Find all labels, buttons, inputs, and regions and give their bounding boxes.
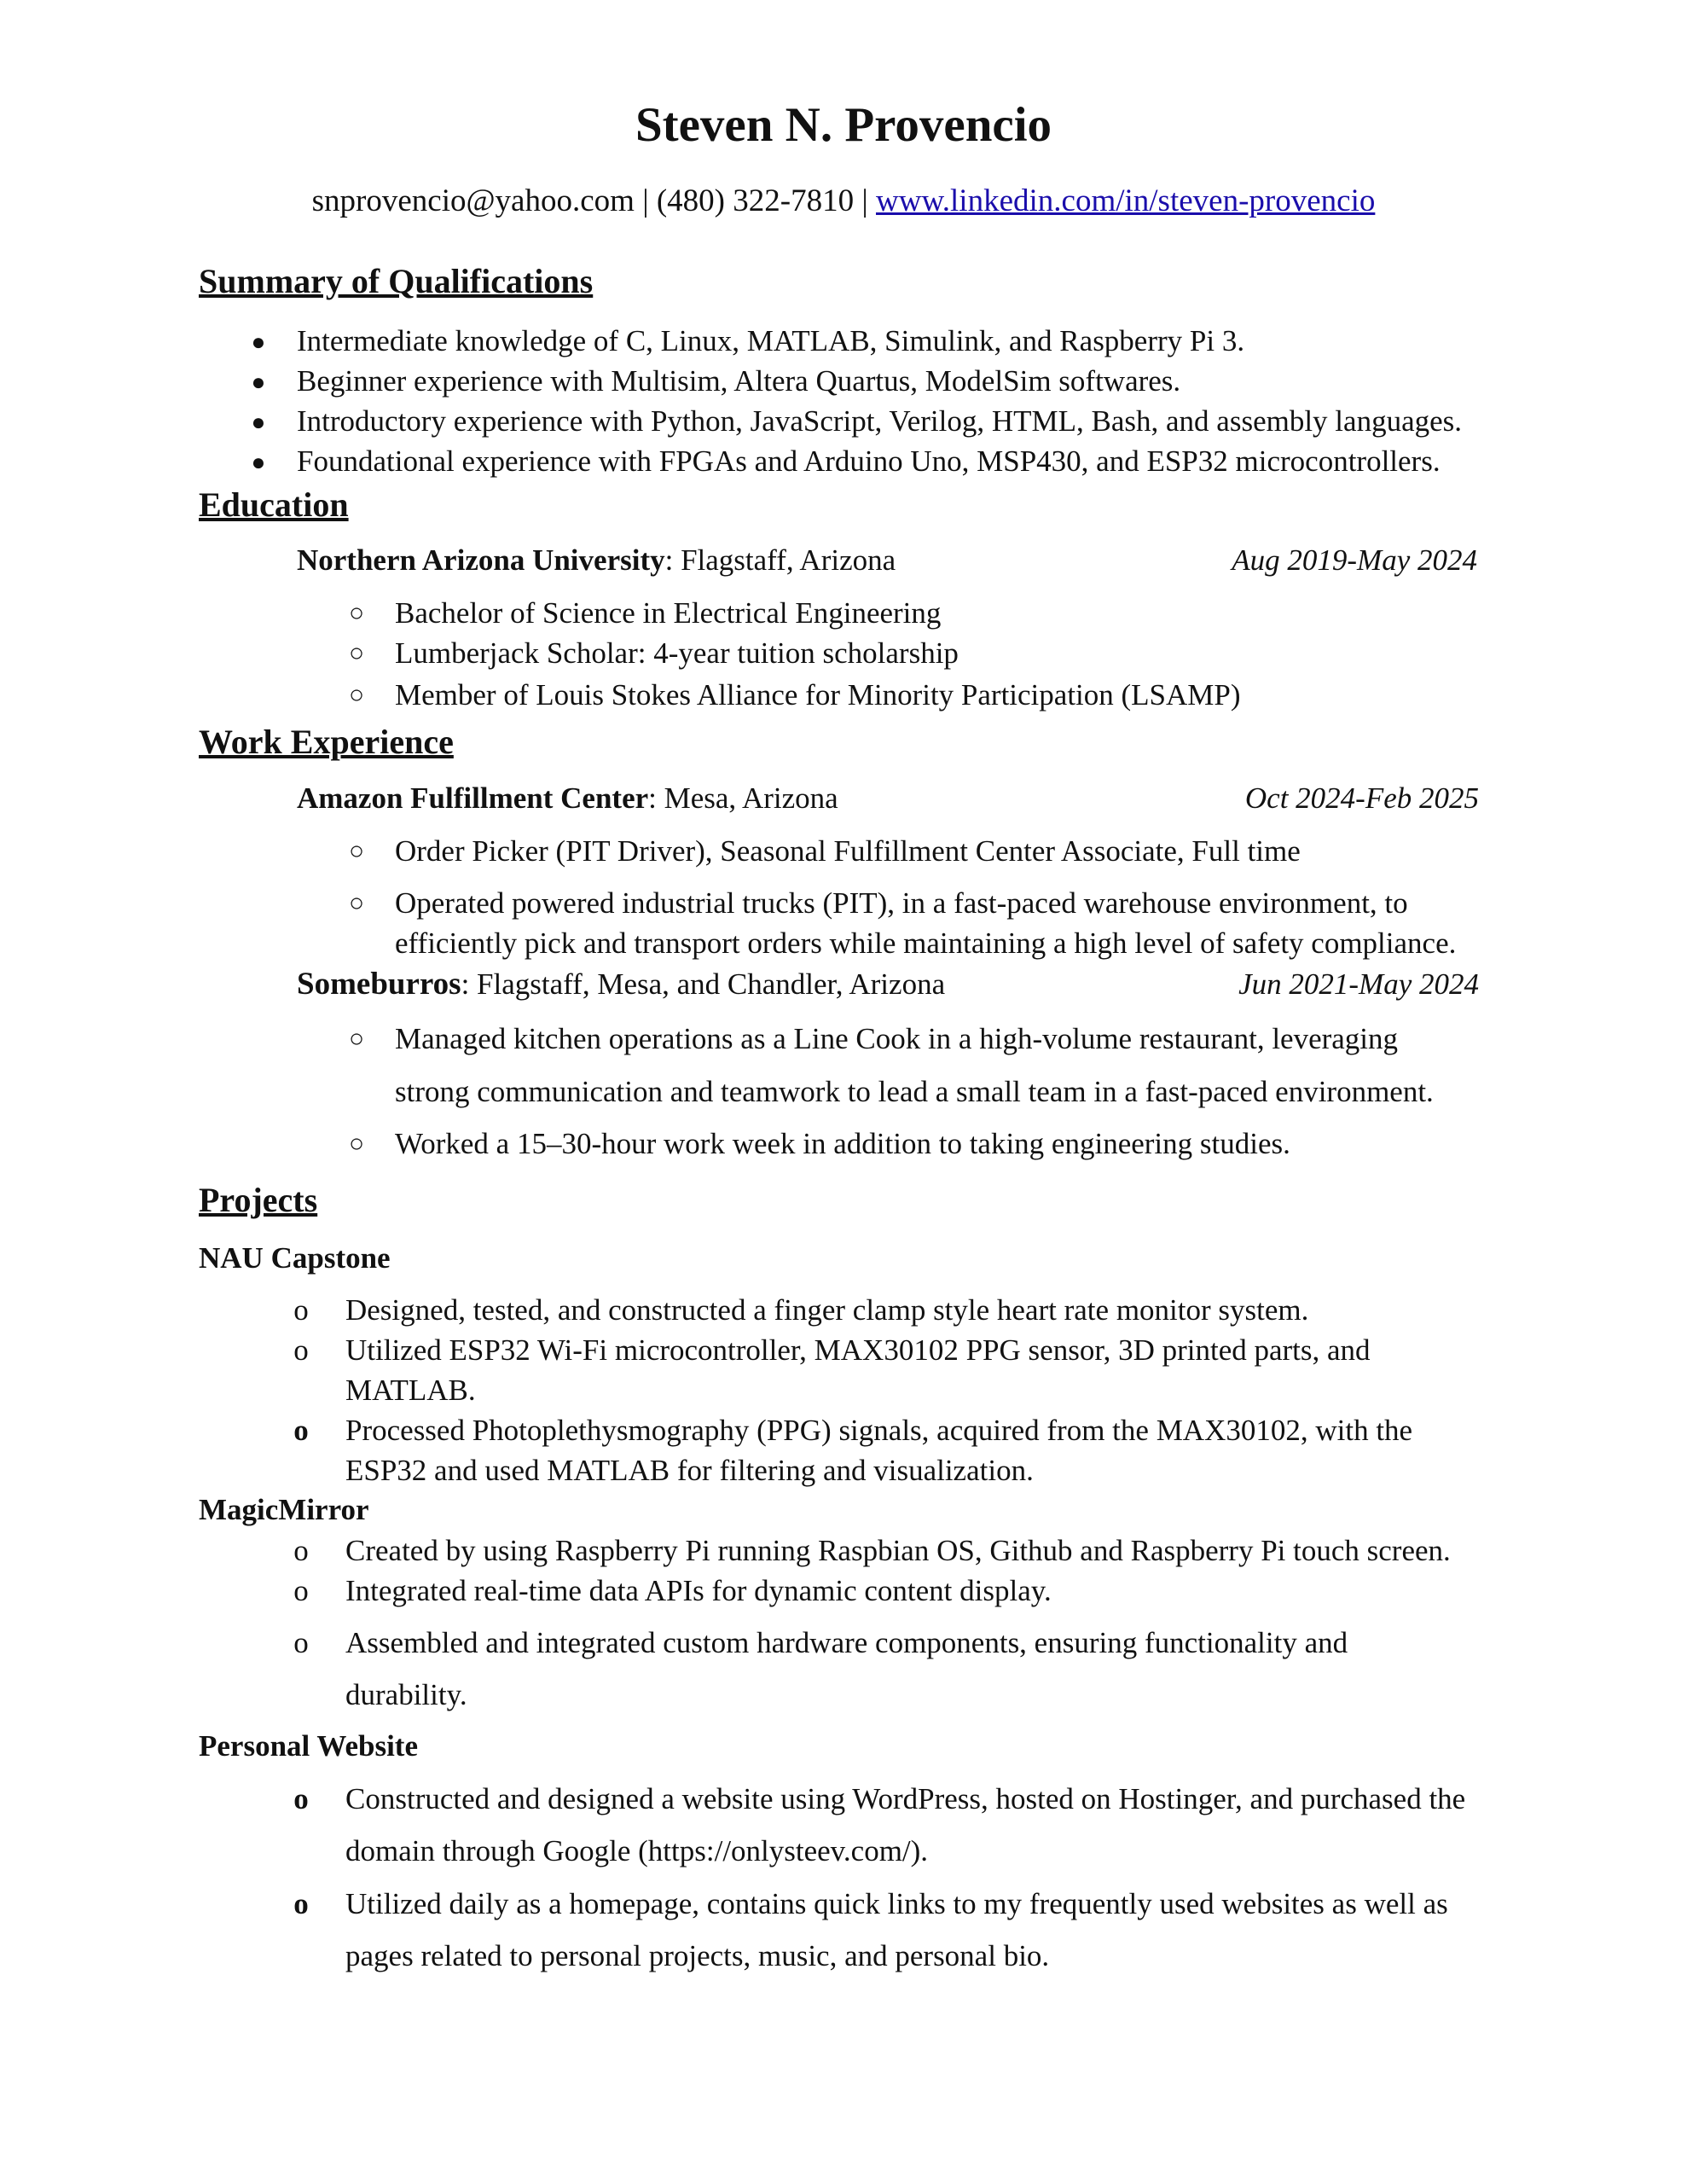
education-item: Lumberjack Scholar: 4-year tuition scholarship	[395, 636, 959, 670]
project-item: Utilized daily as a homepage, contains quick links to my frequently used websites as well as	[345, 1887, 1448, 1920]
bullet-o: o	[293, 1782, 309, 1815]
project-item: Constructed and designed a website using WordPress, hosted on Hostinger, and purchased the	[345, 1782, 1466, 1815]
project-title: Personal Website	[199, 1729, 418, 1763]
project-item: Assembled and integrated custom hardware components, ensuring functionality and	[345, 1626, 1348, 1659]
candidate-name: Steven N. Provencio	[635, 98, 1052, 152]
job-entry	[297, 964, 945, 1005]
bullet-circle: ○	[348, 837, 365, 865]
bullet-o: o	[293, 1293, 309, 1327]
summary-item: Beginner experience with Multisim, Altera Quartus, ModelSim softwares.	[297, 364, 1181, 398]
bullet-o: o	[293, 1414, 309, 1447]
education-heading: Education	[199, 485, 349, 524]
bullet-circle: ○	[348, 1025, 365, 1053]
project-item-continued: ESP32 and used MATLAB for filtering and visualization.	[345, 1454, 1034, 1487]
job-item: Managed kitchen operations as a Line Cook in a high-volume restaurant, leveraging	[395, 1022, 1399, 1055]
project-item-continued: pages related to personal projects, music, and personal bio.	[345, 1939, 1050, 1972]
job-org: Someburros	[297, 967, 461, 1002]
bullet-circle: ○	[348, 639, 365, 667]
job-dates: Jun 2021-May 2024	[1238, 967, 1479, 1001]
bullet-dot: ●	[251, 329, 266, 356]
job-entry	[297, 778, 838, 819]
project-title: MagicMirror	[199, 1493, 369, 1526]
email-text: snprovencio@yahoo.com	[311, 183, 635, 218]
bullet-o: o	[293, 1574, 309, 1607]
bullet-circle: ○	[348, 889, 365, 917]
project-item: Designed, tested, and constructed a finger clamp style heart rate monitor system.	[345, 1293, 1309, 1327]
bullet-dot: ●	[251, 450, 266, 476]
school-location: : Flagstaff, Arizona	[664, 543, 896, 577]
job-item: Order Picker (PIT Driver), Seasonal Fulfillment Center Associate, Full time	[395, 834, 1301, 868]
bullet-o: o	[293, 1887, 309, 1920]
project-item: Processed Photoplethysmography (PPG) signals, acquired from the MAX30102, with the	[345, 1414, 1413, 1447]
linkedin-link[interactable]: www.linkedin.com/in/steven-provencio	[876, 183, 1376, 218]
phone-text: (480) 322-7810	[656, 183, 855, 218]
education-entry	[297, 540, 896, 581]
bullet-circle: ○	[348, 1130, 365, 1158]
summary-item: Intermediate knowledge of C, Linux, MATLAB, Simulink, and Raspberry Pi 3.	[297, 324, 1245, 357]
bullet-circle: ○	[348, 599, 365, 627]
bullet-o: o	[293, 1534, 309, 1567]
bullet-circle: ○	[348, 681, 365, 709]
job-item-continued: efficiently pick and transport orders while maintaining a high level of safety compliance.	[395, 926, 1457, 960]
project-item-continued: MATLAB.	[345, 1374, 476, 1407]
work-heading: Work Experience	[199, 723, 454, 761]
bullet-o: o	[293, 1333, 309, 1367]
job-dates: Oct 2024-Feb 2025	[1244, 781, 1479, 815]
summary-item: Introductory experience with Python, JavaScript, Verilog, HTML, Bash, and assembly languages.	[297, 404, 1463, 438]
education-item: Member of Louis Stokes Alliance for Minority Participation (LSAMP)	[395, 678, 1241, 712]
education-item: Bachelor of Science in Electrical Engineering	[395, 596, 942, 630]
project-title: NAU Capstone	[199, 1241, 391, 1275]
bullet-o: o	[293, 1626, 309, 1659]
bullet-dot: ●	[251, 410, 266, 436]
job-item: Worked a 15–30-hour work week in addition to taking engineering studies.	[395, 1127, 1290, 1160]
separator: |	[854, 183, 876, 218]
project-item-continued: domain through Google (https://onlysteev.com/).	[345, 1834, 929, 1867]
projects-heading: Projects	[199, 1181, 318, 1219]
job-item: Operated powered industrial trucks (PIT), in a fast-paced warehouse environment, to	[395, 886, 1408, 920]
school-name: Northern Arizona University	[297, 543, 665, 577]
project-item: Utilized ESP32 Wi-Fi microcontroller, MAX30102 PPG sensor, 3D printed parts, and	[345, 1333, 1371, 1367]
project-item: Integrated real-time data APIs for dynamic content display.	[345, 1574, 1052, 1607]
job-location: : Flagstaff, Mesa, and Chandler, Arizona	[461, 967, 946, 1001]
job-location: : Mesa, Arizona	[648, 781, 838, 815]
summary-item: Foundational experience with FPGAs and Arduino Uno, MSP430, and ESP32 microcontrollers.	[297, 444, 1441, 478]
contact-line	[0, 179, 1687, 224]
job-item-continued: strong communication and teamwork to lead a small team in a fast-paced environment.	[395, 1075, 1434, 1108]
bullet-dot: ●	[251, 369, 266, 396]
separator: |	[634, 183, 657, 218]
project-item: Created by using Raspberry Pi running Raspbian OS, Github and Raspberry Pi touch screen.	[345, 1534, 1451, 1567]
project-item-continued: durability.	[345, 1678, 467, 1711]
job-org: Amazon Fulfillment Center	[297, 781, 649, 815]
education-dates: Aug 2019-May 2024	[1232, 543, 1477, 577]
summary-heading: Summary of Qualifications	[199, 262, 594, 300]
